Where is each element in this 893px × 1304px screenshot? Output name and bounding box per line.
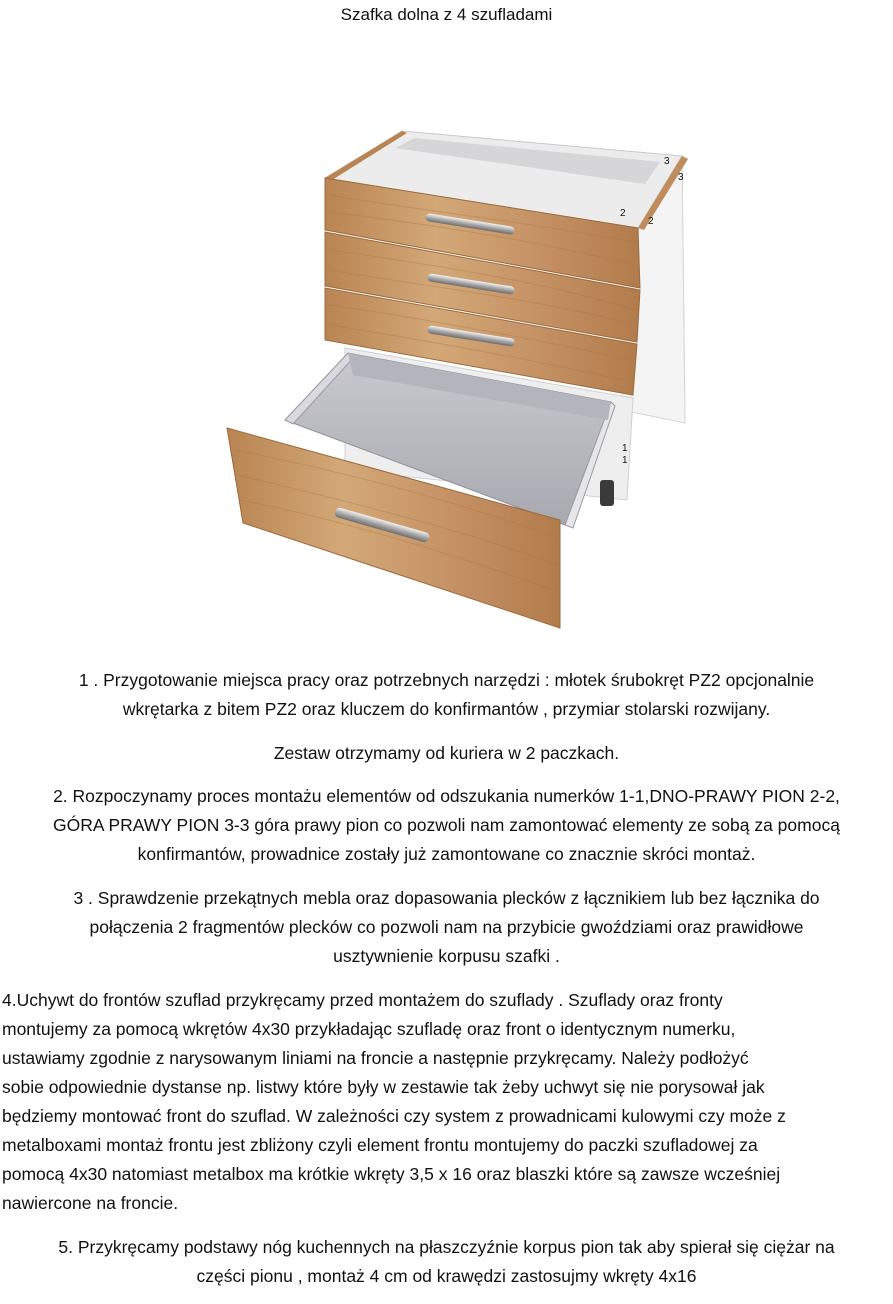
step-2-line-3: konfirmantów, prowadnice zostały już zamontowane co znacznie skróci montaż. [137, 844, 756, 864]
step-2 [0, 782, 893, 869]
step-4-line-6: metalboxami montaż frontu jest zbliżony czyli element frontu montujemy do paczki szufladowej za [2, 1135, 758, 1155]
cabinet-drawing [215, 120, 695, 640]
step-1-line-1: 1 . Przygotowanie miejsca pracy oraz potrzebnych narzędzi : młotek śrubokręt PZ2 opcjonalnie [78, 670, 815, 690]
label-1b: 1 [622, 443, 628, 454]
document-title: Szafka dolna z 4 szufladami [340, 5, 553, 24]
label-3a: 3 [664, 156, 670, 167]
step-5-line-2: części pionu , montaż 4 cm od krawędzi zastosujmy wkręty 4x16 [196, 1266, 697, 1286]
label-2a: 2 [620, 208, 626, 219]
step-5 [0, 1233, 893, 1291]
step-1 [0, 666, 893, 724]
delivery-note-line: Zestaw otrzymamy od kuriera w 2 paczkach. [273, 743, 620, 763]
step-5-line-1: 5. Przykręcamy podstawy nóg kuchennych na płaszczyźnie korpus pion tak aby spierał się ciężar na [58, 1237, 835, 1257]
step-2-line-1: 2. Rozpoczynamy proces montażu elementów od odszukania numerków 1-1,DNO-PRAWY PION 2-2, [53, 786, 840, 806]
label-3b: 3 [678, 172, 684, 183]
step-4-line-3: ustawiamy zgodnie z narysowanym liniami na froncie a następnie przykręcamy. Należy podłożyć [2, 1048, 749, 1068]
step-4 [2, 986, 890, 1218]
step-1-line-2: wkrętarka z bitem PZ2 oraz kluczem do konfirmantów , przymiar stolarski rozwijany. [122, 699, 771, 719]
step-4-line-8: nawiercone na froncie. [2, 1193, 179, 1213]
step-4-line-5: będziemy montować front do szuflad. W zależności czy system z prowadnicami kulowymi czy może z [2, 1106, 786, 1126]
label-2b: 2 [648, 216, 654, 227]
step-3-line-3: usztywnienie korpusu szafki . [333, 946, 560, 966]
step-3-line-2: połączenia 2 fragmentów plecków co pozwoli nam na przybicie gwoździami oraz prawidłowe [89, 917, 804, 937]
step-4-line-1: 4.Uchywt do frontów szuflad przykręcamy przed montażem do szuflady . Szuflady oraz fronty [2, 990, 723, 1010]
label-1a: 1 [622, 455, 628, 466]
step-3-line-1: 3 . Sprawdzenie przekątnych mebla oraz dopasowania plecków z łącznikiem lub bez łącznika do [73, 888, 820, 908]
cabinet-illustration [215, 120, 695, 640]
step-3 [0, 884, 893, 971]
step-4-line-2: montujemy za pomocą wkrętów 4x30 przykładając szufladę oraz front o identycznym numerku, [2, 1019, 736, 1039]
step-4-line-7: pomocą 4x30 natomiast metalbox ma krótkie wkręty 3,5 x 16 oraz blaszki które są zawsze wcześniej [2, 1164, 781, 1184]
step-2-line-2: GÓRA PRAWY PION 3-3 góra prawy pion co pozwoli nam zamontować elementy ze sobą za pomocą [53, 815, 840, 835]
step-4-line-4: sobie odpowiednie dystanse np. listwy które były w zestawie tak żeby uchwyt się nie porysował jak [2, 1077, 765, 1097]
cabinet-leg [600, 480, 614, 506]
delivery-note [0, 739, 893, 768]
